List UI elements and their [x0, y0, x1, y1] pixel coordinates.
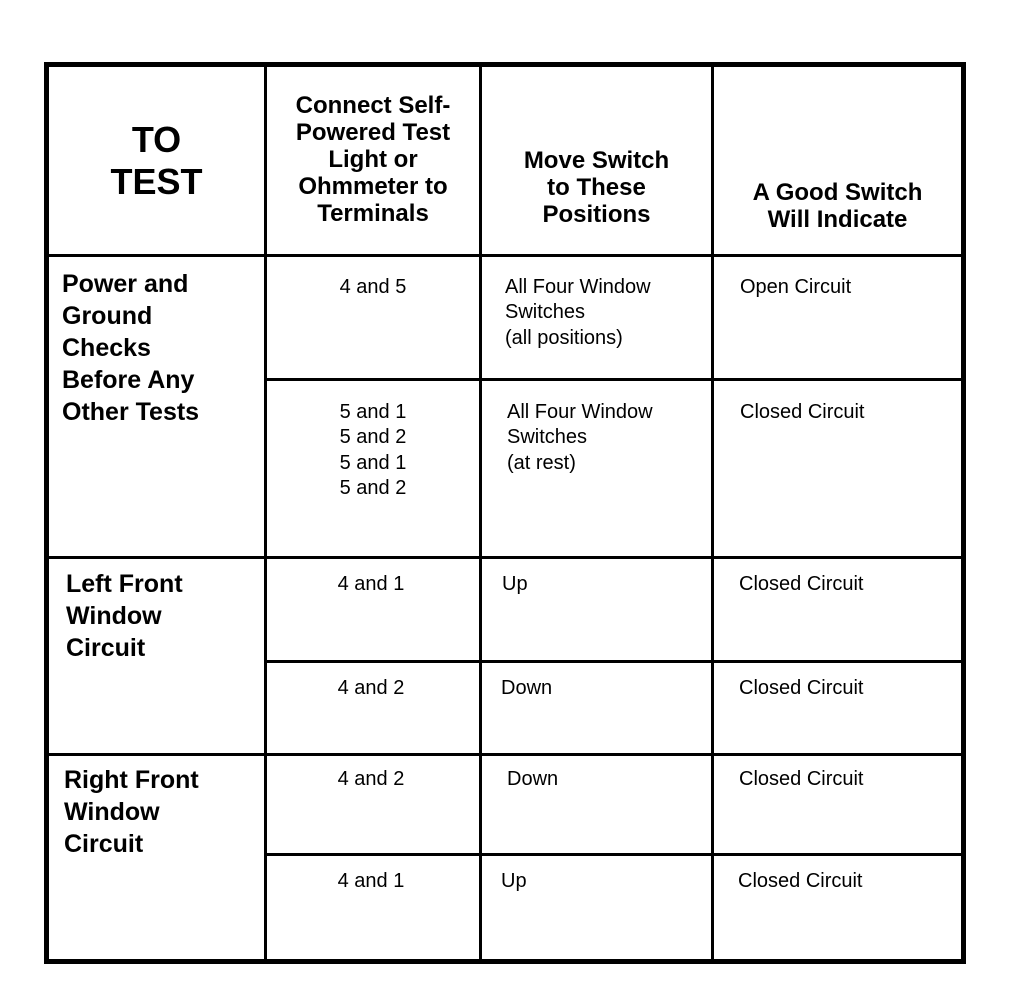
row-divider: [44, 254, 966, 257]
header-connect-terminals: [267, 67, 479, 254]
header-move-label: Move Switch to These Positions: [523, 147, 670, 228]
result-cell: Closed Circuit: [739, 573, 864, 595]
row-divider: [264, 660, 966, 663]
result-cell: Closed Circuit: [739, 768, 864, 790]
row-divider: [264, 853, 966, 856]
terminals-cell: 4 and 1: [337, 870, 405, 892]
terminals-cell: 5 and 1 5 and 2 5 and 1 5 and 2: [339, 401, 407, 500]
result-cell: Closed Circuit: [739, 677, 864, 699]
positions-cell: Up: [502, 573, 528, 595]
positions-cell: All Four Window Switches (at rest): [507, 401, 653, 474]
row-divider: [264, 378, 966, 381]
positions-cell: Down: [501, 677, 553, 699]
section-title-right-front: Right Front Window Circuit: [64, 766, 199, 858]
result-cell: Closed Circuit: [738, 870, 863, 892]
row-divider: [44, 556, 966, 559]
terminals-cell: 4 and 5: [339, 276, 407, 298]
header-move-switch: [482, 110, 711, 254]
row-divider: [44, 753, 966, 756]
header-good-switch: [714, 150, 961, 254]
section-title-power-ground: Power and Ground Checks Before Any Other Tests: [62, 270, 200, 426]
positions-cell: Up: [501, 870, 527, 892]
positions-cell: All Four Window Switches (all positions): [505, 276, 651, 349]
header-to-test-label: TO TEST: [110, 119, 203, 202]
terminals-cell: 4 and 2: [337, 768, 405, 790]
header-connect-label: Connect Self- Powered Test Light or Ohmmeter to Terminals: [295, 92, 451, 227]
header-indicate-label: A Good Switch Will Indicate: [752, 179, 923, 233]
section-title-left-front: Left Front Window Circuit: [66, 570, 183, 662]
positions-cell: Down: [507, 768, 559, 790]
terminals-cell: 4 and 1: [337, 573, 405, 595]
result-cell: Open Circuit: [740, 276, 852, 298]
terminals-cell: 4 and 2: [337, 677, 405, 699]
result-cell: Closed Circuit: [740, 401, 865, 423]
header-to-test: [49, 67, 264, 254]
